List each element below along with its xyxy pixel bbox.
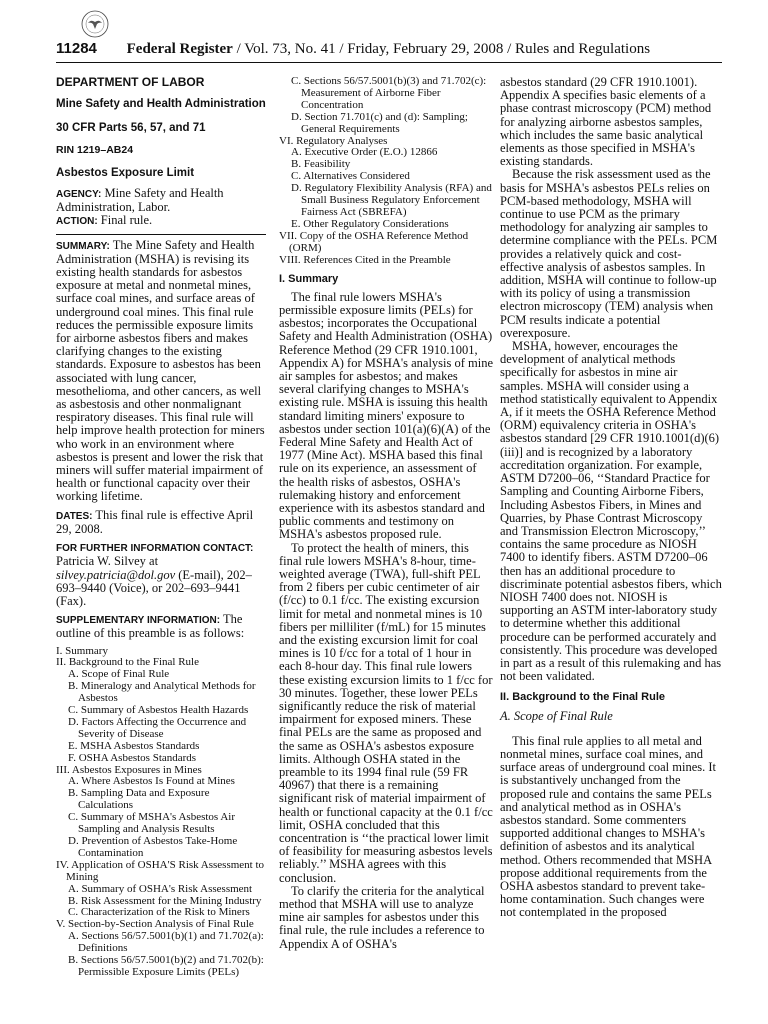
supplementary-block: [56, 613, 266, 640]
divider: [56, 234, 266, 235]
outline-item: III. Asbestos Exposures in Mines: [56, 763, 202, 776]
summary-label: SUMMARY:: [56, 240, 110, 252]
outline-item: C. Sections 56/57.5001(b)(3) and 71.702(c): Measurement of Airborne Fiber Concentration: [291, 75, 487, 111]
outline-item: F. OSHA Asbestos Standards: [68, 751, 197, 764]
outline-item: C. Alternatives Considered: [291, 170, 410, 183]
summary-paragraph: The final rule lowers MSHA's permissible exposure limits (PELs) for asbestos; incorporates the Occupational Safety and Health Administration (OSHA) Reference Method (29 CFR 1910.1001, Appendix A) for MSHA's analysis of mine air samples for asbestos; and makes several clarifying changes to MSHA's existing rule. MSHA is issuing this health standard limiting miners' exposure to asbestos under section 101(a)(6)(A) of the Federal Mine Safety and Health Act of 1977 (Mine Act). MSHA based this final rule on its experience, an assessment of the health risks of asbestos, OSHA's rulemaking history and enforcement experience with its asbestos standard and public comments and testimony on MSHA's asbestos proposed rule.: [279, 289, 494, 542]
contact-email-link[interactable]: silvey.patricia@dol.gov: [56, 567, 176, 582]
outline-item: B. Sampling Data and Exposure Calculations: [68, 787, 210, 812]
page-header: [56, 40, 722, 58]
outline-item: IV. Application of OSHA'S Risk Assessment to Mining: [56, 858, 265, 883]
agency-block: [56, 187, 266, 229]
supplementary-label: SUPPLEMENTARY INFORMATION:: [56, 615, 221, 627]
column-1: [56, 70, 266, 979]
contact-phone: (E-mail), 202–693–9440 (Voice), or 202–693–9441 (Fax).: [56, 567, 252, 608]
agency-label: AGENCY:: [56, 189, 102, 201]
action-value: Final rule.: [97, 213, 153, 228]
outline-item: A. Scope of Final Rule: [68, 668, 170, 681]
issue-info: / Vol. 73, No. 41 / Friday, February 29, 2008 / Rules and Regulations: [232, 41, 651, 57]
outline-item: VIII. References Cited in the Preamble: [279, 253, 451, 266]
column-2: [279, 70, 494, 951]
outline-item: D. Factors Affecting the Occurrence and Severity of Disease: [68, 715, 247, 740]
outline-item: B. Risk Assessment for the Mining Industry: [68, 894, 262, 907]
supplementary-text: The outline of this preamble is as follows:: [56, 612, 245, 641]
department-heading: DEPARTMENT OF LABOR: [56, 75, 205, 89]
rin-number: RIN 1219–AB24: [56, 143, 134, 156]
outline-item: A. Summary of OSHA's Risk Assessment: [68, 882, 253, 895]
outline-item: VI. Regulatory Analyses: [279, 134, 388, 147]
subsection-heading-scope: A. Scope of Final Rule: [500, 708, 613, 723]
publication-name: Federal Register: [126, 41, 233, 57]
outline-item: D. Section 71.701(c) and (d): Sampling; General Requirements: [291, 110, 468, 135]
preamble-outline: [56, 646, 266, 979]
outline-item: C. Summary of Asbestos Health Hazards: [68, 704, 249, 717]
body-paragraph: MSHA, however, encourages the development of analytical methods specifically for asbestos in mine air samples. MSHA will consider using a method statistically equivalent to Appendix A, if it meets the OSHA Reference Method (ORM) equivalency criteria in OSHA's asbestos standard [29 CFR 1910.1001(d)(6)(iii)] and is recognized by a laboratory accreditation organization. For example, ASTM D7200–06, ‘‘Standard Practice for Sampling and Counting Airborne Fibers, Including Asbestos Fibers, in Mines and Quarries, by Phase Contrast Microscopy and Transmission Electron Microscopy,’’ contains the same procedure as NIOSH 7400 to identify fibers. ASTM D7200–06 then has an additional procedure to discriminate potential asbestos fibers, which NIOSH 7400 does not. NIOSH is supporting an ASTM inter-laboratory study to determine whether this additional procedure can be performed accurately and consistently. This procedure was developed in part as a result of this rulemaking and has not been validated.: [500, 339, 722, 684]
body-paragraph: asbestos standard (29 CFR 1910.1001). Appendix A specifies basic elements of a phase contrast microscopy (PCM) method for analyzing airborne asbestos samples, which includes the same basic analytical elements as those specified in MSHA's existing standards.: [500, 75, 712, 169]
preamble-outline-continued: [279, 76, 494, 267]
cfr-parts: 30 CFR Parts 56, 57, and 71: [56, 122, 206, 135]
outline-item: B. Sections 56/57.5001(b)(2) and 71.702(b): Permissible Exposure Limits (PELs): [68, 954, 264, 978]
outline-item: A. Executive Order (E.O.) 12866: [291, 146, 438, 159]
outline-item: C. Characterization of the Risk to Miners: [68, 906, 250, 919]
summary-paragraph: To clarify the criteria for the analytical method that MSHA will use to analyze mine air samples for asbestos under this final rule, the rule includes a reference to Appendix A of OSHA's: [279, 883, 485, 951]
outline-item: E. Other Regulatory Considerations: [291, 217, 449, 230]
column-3: [500, 70, 722, 920]
body-paragraph: Because the risk assessment used as the basis for MSHA's asbestos PELs relies on PCM-based methodology, MSHA will continue to use PCM as the primary methodology for analyzing air samples to determine compliance with the PELs. PCM provides a relatively quick and cost-effective analysis of asbestos samples. In addition, MSHA will continue to follow-up with its policy of using a transmission electron microscopy (TEM) analysis when PCM results indicate a potential overexposure.: [500, 167, 718, 340]
body-paragraph: This final rule applies to all metal and nonmetal mines, surface coal mines, and surface areas of underground coal mines. It is substantively unchanged from the proposed rule and contains the same PELs and analytical method as in OSHA's asbestos standard. Some commenters supported additional changes to MSHA's definition of asbestos and its analytical method. Others recommended that MSHA propose additional requirements from the OSHA asbestos standard to prevent take-home contamination. Such changes were not contemplated in the proposed: [500, 733, 717, 920]
outline-item: V. Section-by-Section Analysis of Final Rule: [56, 918, 254, 931]
dates-text: This final rule is effective April 29, 2008.: [56, 507, 254, 536]
dates-block: [56, 509, 266, 536]
outline-item: D. Regulatory Flexibility Analysis (RFA) and Small Business Regulatory Enforcement Fairness Act (SBREFA): [291, 182, 492, 218]
outline-item: VII. Copy of the OSHA Reference Method (ORM): [279, 229, 469, 254]
agency-heading: Mine Safety and Health Administration: [56, 98, 266, 111]
page-number: 11284: [56, 40, 97, 57]
contact-label: FOR FURTHER INFORMATION CONTACT:: [56, 543, 254, 555]
outline-item: I. Summary: [56, 644, 108, 657]
agency-value: Mine Safety and Health Administration, Labor.: [56, 186, 224, 215]
eagle-seal-icon: [81, 10, 109, 38]
action-label: ACTION:: [56, 216, 98, 228]
dates-label: DATES:: [56, 510, 93, 522]
summary-block: [56, 239, 266, 504]
outline-item: II. Background to the Final Rule: [56, 656, 199, 669]
outline-item: C. Summary of MSHA's Asbestos Air Sampling and Analysis Results: [68, 811, 235, 836]
outline-item: A. Sections 56/57.5001(b)(1) and 71.702(a): Definitions: [68, 930, 264, 955]
summary-text: The Mine Safety and Health Administration (MSHA) is revising its existing health standards for asbestos exposure at metal and nonmetal mines, surface coal mines, and surface areas of underground coal mines. This final rule reduces the permissible exposure limits for airborne asbestos fibers and makes clarifying changes to the existing standards. Exposure to asbestos has been associated with lung cancer, mesothelioma, and other cancers, as well as asbestosis and other nonmalignant respiratory diseases. This final rule will help improve health protection for miners who work in an environment where asbestos is present and lower the risk that miners will suffer material impairment of health or functional capacity over their working lifetime.: [56, 237, 265, 504]
rule-title: Asbestos Exposure Limit: [56, 166, 195, 179]
contact-name: Patricia W. Silvey at: [56, 554, 159, 569]
outline-item: D. Prevention of Asbestos Take-Home Contamination: [68, 835, 238, 859]
section-heading-background: II. Background to the Final Rule: [500, 691, 666, 704]
contact-block: [56, 541, 266, 608]
summary-paragraph: To protect the health of miners, this final rule lowers MSHA's 8-hour, time-weighted average (TWA), full-shift PEL from 2 fibers per cubic centimeter of air (f/cc) to 0.1 f/cc. The existing excursion limit for metal and nonmetal mines is 10 fibers per milliliter (f/mL) for 15 minutes and the existing excursion limit for coal mines is 10 f/cc for a total of 1 hour in each 8-hour day. This final rule lowers these existing excursion limits to 1 f/cc for 30 minutes. Together, these lower PELs significantly reduce the risk of material impairment for exposed miners. These final PELs are the same as proposed and the same as OSHA's asbestos exposure limits. Although OSHA stated in the preamble to its 1994 final rule (59 FR 40967) that there is a remaining significant risk of material impairment of health or functional capacity at the 0.1 f/cc limit, OSHA concluded that this concentration is ‘‘the practical lower limit of feasibility for measuring asbestos levels reliably.’’ MSHA agrees with this conclusion.: [279, 540, 493, 885]
outline-item: B. Mineralogy and Analytical Methods for Asbestos: [68, 680, 256, 705]
section-heading-summary: I. Summary: [279, 272, 339, 285]
outline-item: A. Where Asbestos Is Found at Mines: [68, 775, 235, 788]
outline-item: E. MSHA Asbestos Standards: [68, 739, 200, 752]
header-rule: [56, 62, 722, 63]
gpo-authentication-seal: [81, 10, 109, 38]
outline-item: B. Feasibility: [291, 158, 351, 171]
